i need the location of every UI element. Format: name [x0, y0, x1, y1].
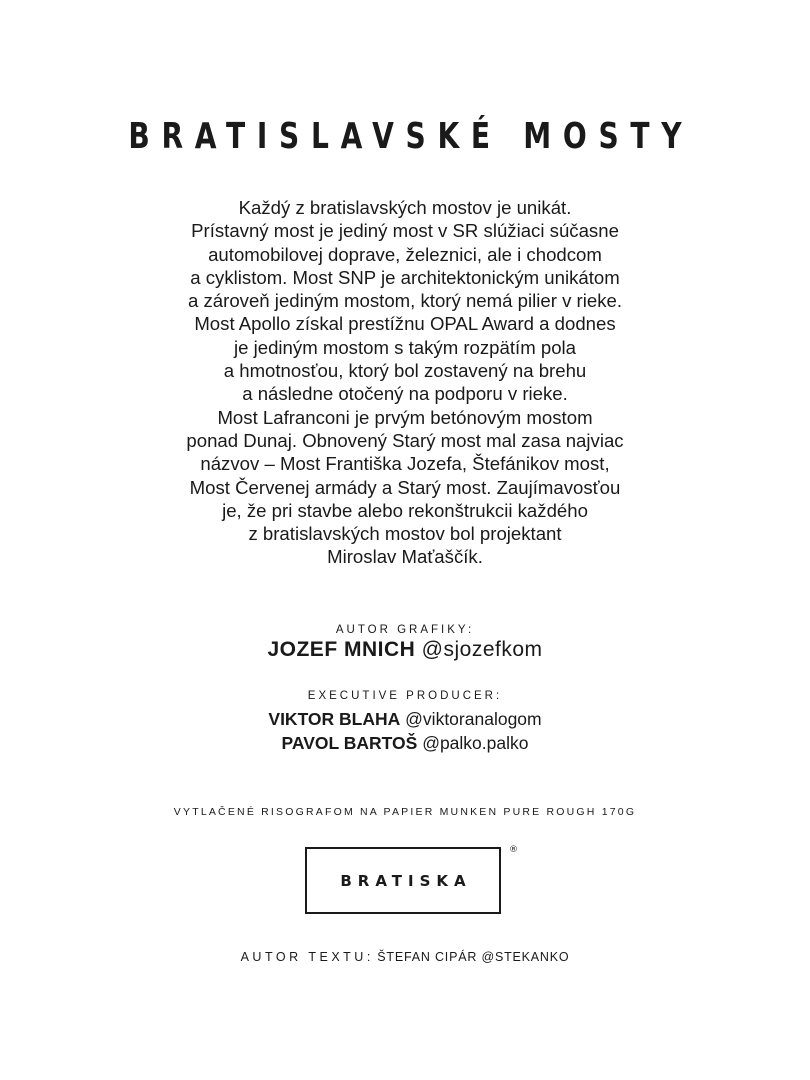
description-text	[105, 196, 705, 569]
description-line: Most Červenej armády a Starý most. Zaujímavosťou	[189, 476, 621, 498]
description-line: Miroslav Maťaščík.	[327, 546, 483, 568]
description-line: Prístavný most je jediný most v SR slúžiaci súčasne	[191, 220, 619, 242]
producer-name: PAVOL BARTOŠ	[281, 733, 418, 753]
description-line: je jediným mostom s takým rozpätím pola	[233, 336, 577, 358]
description-line: Každý z bratislavských mostov je unikát.	[238, 197, 572, 218]
description-line: Most Apollo získal prestížnu OPAL Award a dodnes	[194, 313, 616, 335]
description-line: a cyklistom. Most SNP je architektonickým unikátom	[190, 266, 620, 288]
text-author-value: ŠTEFAN CIPÁR @STEKANKO	[377, 950, 570, 964]
description-line: Most Lafranconi je prvým betónovým mostom	[217, 406, 593, 428]
graphics-author-handle: @sjozefkom	[421, 638, 543, 661]
description-line: a zároveň jediným mostom, ktorý nemá pilier v rieke.	[187, 290, 622, 312]
executive-producer-label: EXECUTIVE PRODUCER:	[307, 690, 503, 702]
producer-handle: @viktoranalogom	[405, 709, 542, 729]
graphics-author-label: AUTOR GRAFIKY:	[335, 624, 475, 636]
description-line: ponad Dunaj. Obnovený Starý most mal zasa najviac	[186, 429, 624, 451]
logo-text: BRATISKA	[340, 871, 472, 890]
producer-credit	[0, 733, 810, 754]
page-title: BRATISLAVSKÉ MOSTY	[128, 116, 694, 157]
producer-credit	[0, 709, 810, 730]
description-line: názvov – Most Františka Jozefa, Štefánikov most,	[200, 453, 610, 475]
bratiska-logo	[305, 847, 501, 914]
description-line: automobilovej doprave, železnici, ale i chodcom	[208, 243, 602, 265]
producer-name: VIKTOR BLAHA	[268, 709, 401, 729]
description-line: a hmotnosťou, ktorý bol zostavený na brehu	[223, 360, 587, 382]
producer-handle: @palko.palko	[422, 733, 529, 753]
description-line: a následne otočený na podporu v rieke.	[242, 383, 568, 405]
text-author-credit	[0, 950, 810, 964]
registered-mark: ®	[509, 845, 518, 855]
print-note: VYTLAČENÉ RISOGRAFOM NA PAPIER MUNKEN PURE ROUGH 170G	[173, 806, 637, 818]
description-line: je, že pri stavbe alebo rekonštrukcii každého	[222, 499, 588, 521]
text-author-label: AUTOR TEXTU:	[240, 950, 374, 964]
graphics-author-credit	[0, 638, 810, 662]
graphics-author-name: JOZEF MNICH	[267, 638, 416, 661]
description-line: z bratislavských mostov bol projektant	[248, 523, 562, 545]
